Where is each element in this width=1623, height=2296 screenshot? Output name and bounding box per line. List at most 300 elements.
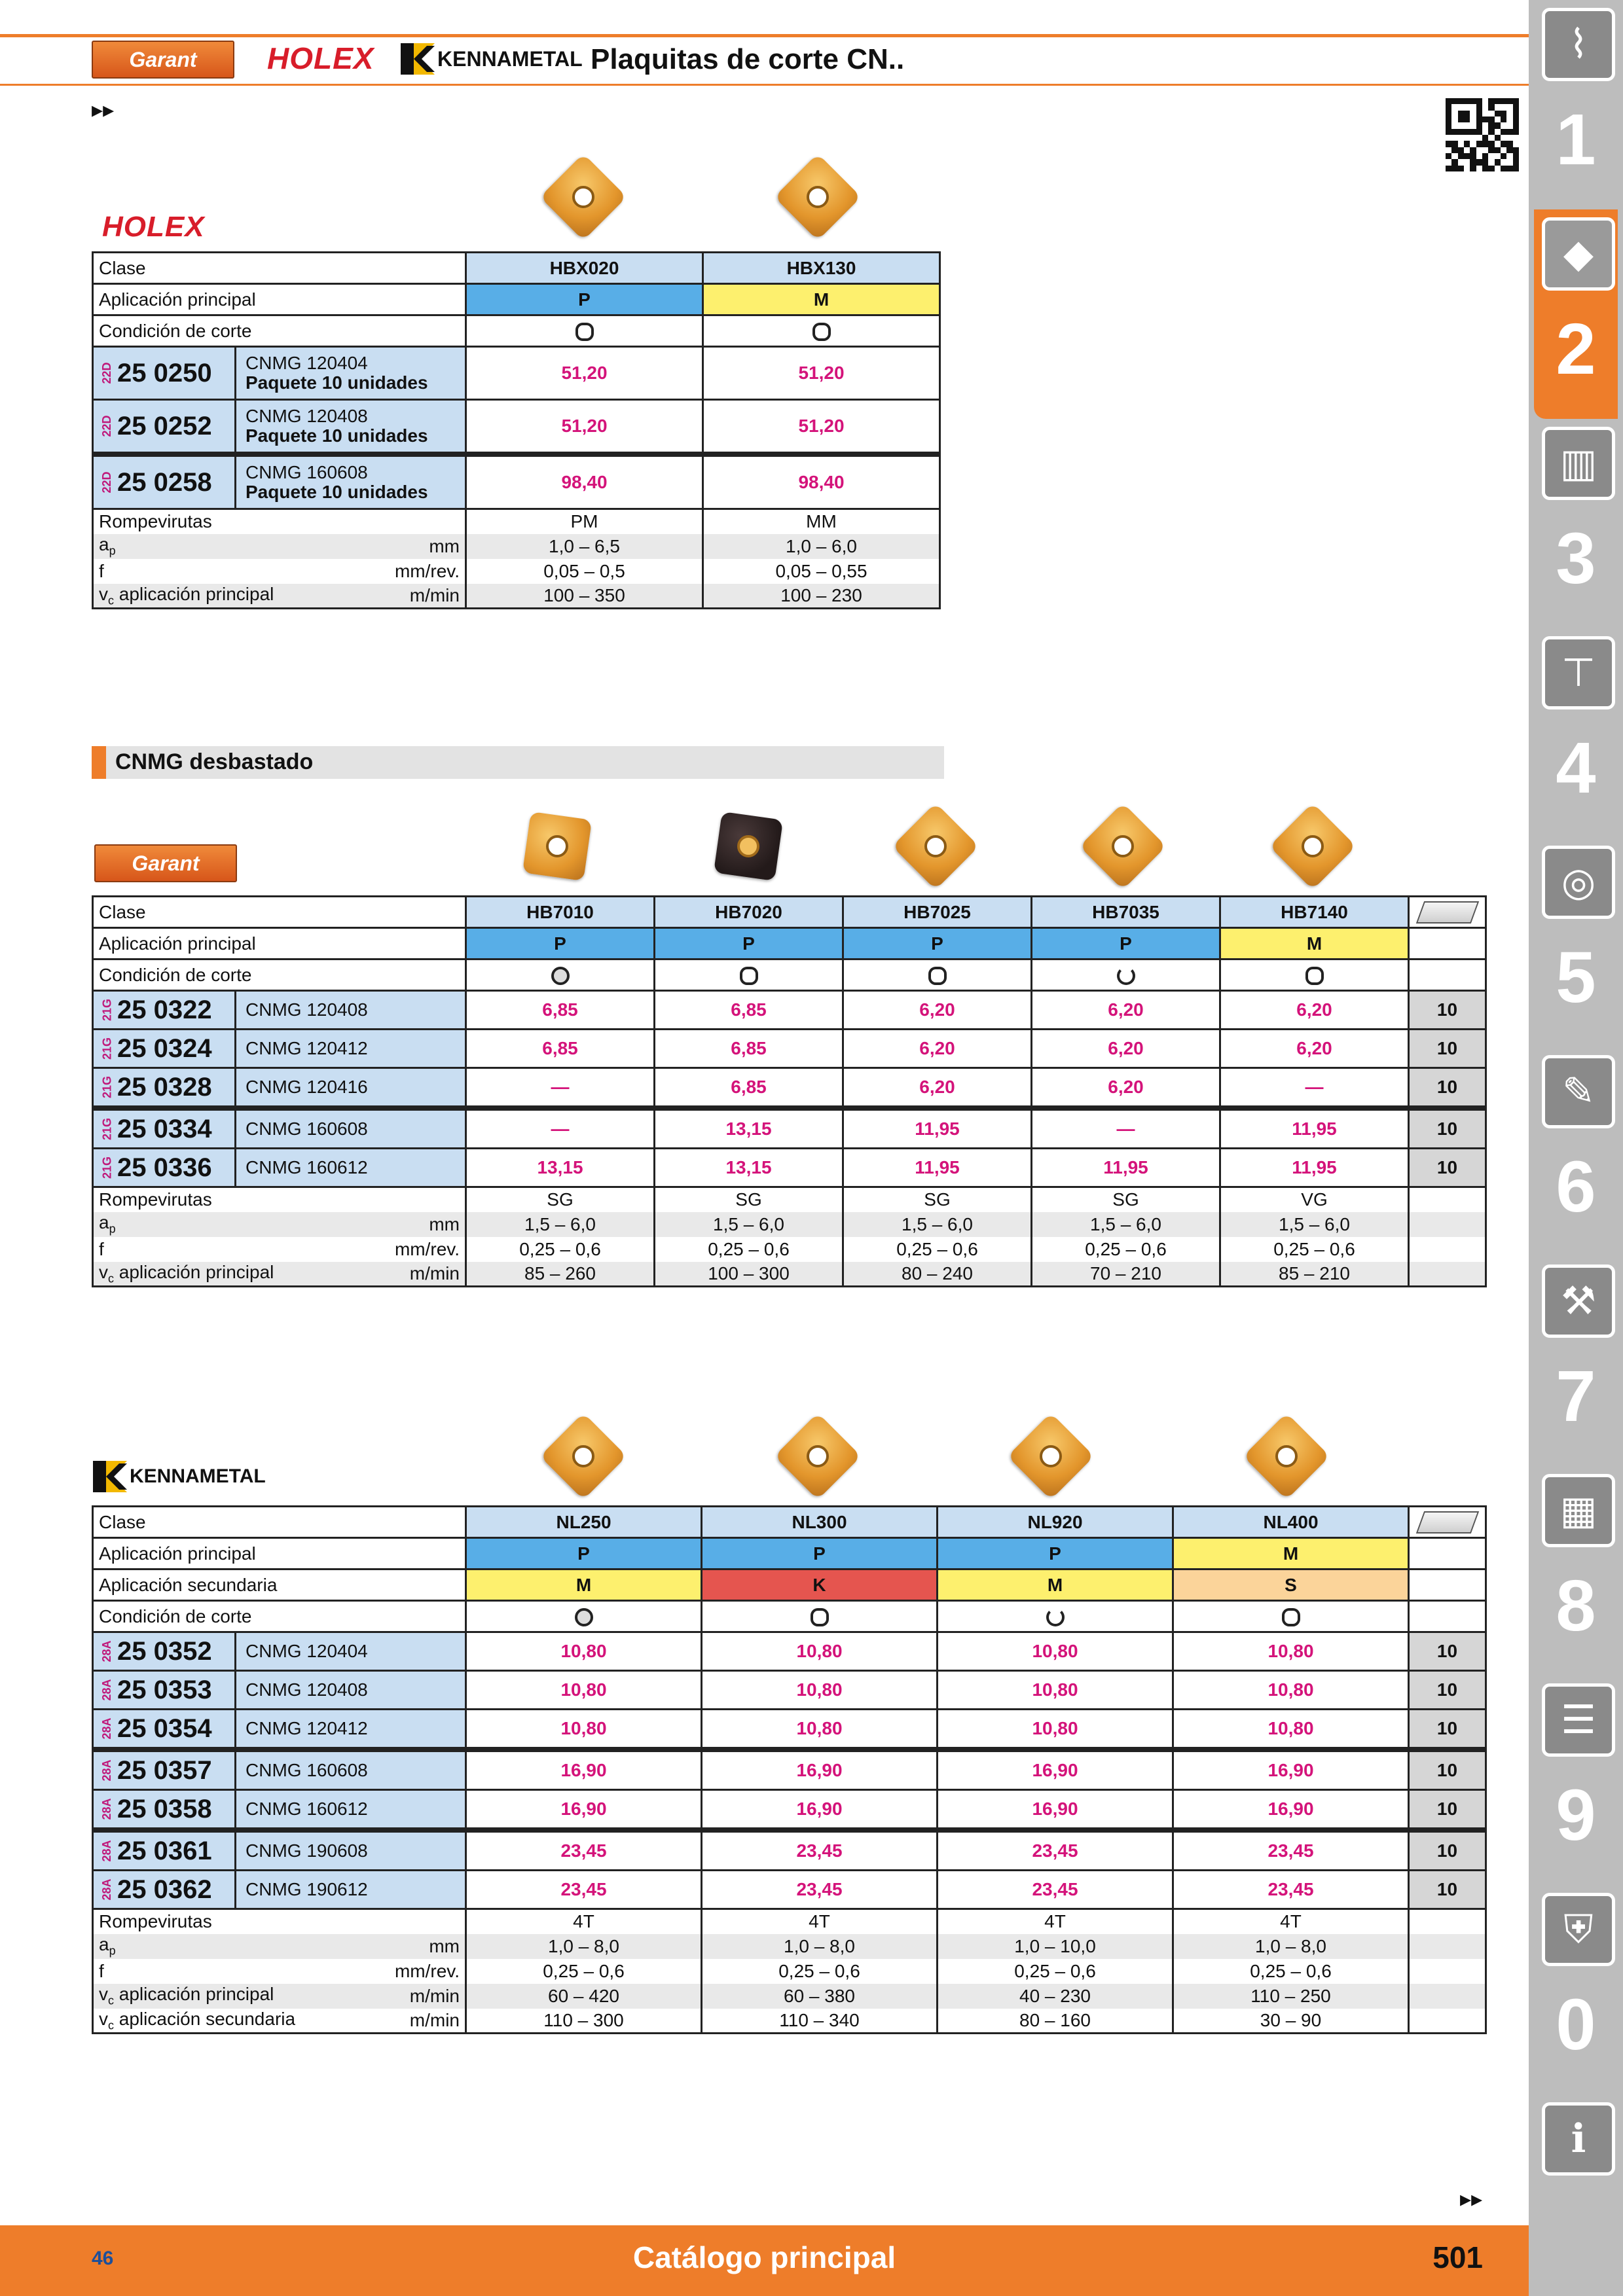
price-cell: 11,95	[843, 1108, 1032, 1149]
section-header	[92, 746, 944, 779]
unit-label: m/min	[409, 2009, 460, 2030]
safety-icon: ⛨	[1542, 1893, 1615, 1966]
sidebar-tab-4[interactable]	[1534, 628, 1618, 838]
info-icon: ℹ	[1542, 2102, 1615, 2176]
insert-image-nl250	[541, 1414, 626, 1499]
cutting-condition-icon	[575, 1608, 593, 1626]
insert-designation: CNMG 120408	[246, 1679, 368, 1700]
quantity-cell: 10	[1409, 1108, 1486, 1149]
spec-value-depth-of-cut: 1,0 – 8,0	[466, 1934, 702, 1959]
garant-table	[92, 895, 1487, 1287]
price-cell: 16,90	[466, 1749, 702, 1790]
sidebar-tab-9[interactable]	[1534, 1676, 1618, 1885]
quantity-cell: 10	[1409, 1871, 1486, 1909]
article-number: 25 0358	[117, 1794, 212, 1823]
sidebar-tab-number: 6	[1556, 1147, 1596, 1227]
kennametal-mark-icon	[401, 43, 435, 75]
spec-label-cutting-speed-secondary: $v_c$ aplicación secundaria m/min	[93, 2009, 466, 2034]
spec-label-feed: f mm/rev.	[93, 1237, 466, 1262]
spec-value-feed: 0,25 – 0,6	[466, 1237, 655, 1262]
sidebar-tab-number: 2	[1556, 309, 1596, 389]
sidebar-tab-number: 9	[1556, 1775, 1596, 1856]
condition-cell	[655, 960, 843, 991]
saw-icon: ◎	[1542, 846, 1615, 919]
grade-header: NL400	[1173, 1507, 1409, 1538]
cutting-condition-icon	[1282, 1608, 1300, 1626]
price-cell: 16,90	[938, 1749, 1173, 1790]
price-cell: 51,20	[703, 347, 940, 400]
group-code: 21G	[100, 1075, 114, 1099]
grade-header: HB7010	[466, 897, 655, 928]
holex-table	[92, 251, 941, 609]
garant-logo: Garant	[92, 41, 234, 79]
sidebar-tab-3[interactable]	[1534, 419, 1618, 628]
spec-value-chipbreaker: SG	[466, 1187, 655, 1212]
article-number: 25 0324	[117, 1033, 212, 1063]
holex-logo-small: HOLEX	[102, 211, 205, 243]
label-clase: Clase	[93, 253, 466, 284]
spec-value-feed: 0,25 – 0,6	[843, 1237, 1032, 1262]
label-aplicacion: Aplicación principal	[93, 928, 466, 960]
price-cell: 16,90	[1173, 1749, 1409, 1790]
article-number: 25 0258	[117, 467, 212, 497]
spec-value-feed: 0,25 – 0,6	[1220, 1237, 1409, 1262]
insert-image-hb7010	[515, 804, 600, 889]
group-code: 22D	[100, 362, 114, 384]
spec-value-chipbreaker: SG	[1032, 1187, 1220, 1212]
unit-label: mm/rev.	[394, 1960, 460, 1981]
garant-logo-small: Garant	[94, 844, 237, 882]
spec-value-depth-of-cut: 1,5 – 6,0	[843, 1212, 1032, 1237]
spec-value-feed: 0,05 – 0,55	[703, 559, 940, 584]
price-cell: 11,95	[1032, 1149, 1220, 1187]
quantity-cell: 10	[1409, 1068, 1486, 1109]
price-cell: 6,85	[655, 1030, 843, 1068]
empty-cell	[1409, 960, 1486, 991]
empty-cell	[1409, 1959, 1486, 1984]
price-cell: 23,45	[1173, 1871, 1409, 1909]
price-cell: 10,80	[1173, 1632, 1409, 1671]
secondary-application-cell: K	[702, 1570, 938, 1601]
grade-header: HB7140	[1220, 897, 1409, 928]
group-code: 28A	[100, 1798, 114, 1820]
unit-label: m/min	[409, 584, 460, 605]
section-accent	[92, 746, 106, 779]
label-condicion: Condición de corte	[93, 1601, 466, 1632]
insert-designation: CNMG 160612	[246, 1799, 368, 1819]
spec-label-chipbreaker: Rompevirutas	[93, 1187, 466, 1212]
cabinet-icon: ☰	[1542, 1683, 1615, 1757]
spec-label-chipbreaker: Rompevirutas	[93, 1909, 466, 1934]
condition-cell	[466, 960, 655, 991]
application-cell: P	[466, 284, 703, 315]
sidebar-tab-5[interactable]	[1534, 838, 1618, 1047]
article-cell	[93, 1749, 466, 1790]
article-cell	[93, 1710, 466, 1750]
price-cell: 23,45	[938, 1830, 1173, 1871]
condition-cell	[1220, 960, 1409, 991]
spec-label-feed: f mm/rev.	[93, 559, 466, 584]
sidebar-tab-number: 8	[1556, 1566, 1596, 1646]
sidebar-tab-2[interactable]	[1534, 209, 1618, 419]
footer	[0, 2225, 1529, 2296]
article-cell	[93, 347, 466, 400]
drill-icon: ⌇	[1542, 8, 1615, 81]
sidebar-tab-0[interactable]	[1534, 1885, 1618, 2094]
grade-header: HB7025	[843, 897, 1032, 928]
insert-designation: CNMG 120412	[246, 1038, 368, 1058]
insert-icon: ◆	[1542, 217, 1615, 291]
qr-code-icon	[1446, 98, 1519, 171]
holex-logo: HOLEX	[267, 41, 374, 75]
cutting-condition-icon	[928, 967, 947, 985]
cutting-condition-icon	[812, 323, 831, 341]
price-cell: 10,80	[1173, 1671, 1409, 1710]
kennametal-mark-icon-small	[93, 1461, 127, 1492]
spec-value-cutting-speed-secondary: 30 – 90	[1173, 2009, 1409, 2034]
grade-header: NL300	[702, 1507, 938, 1538]
label-aplicacion-secundaria: Aplicación secundaria	[93, 1570, 466, 1601]
article-number: 25 0361	[117, 1836, 212, 1865]
empty-cell	[1409, 1237, 1486, 1262]
price-cell: 13,15	[655, 1108, 843, 1149]
quantity-cell: 10	[1409, 1749, 1486, 1790]
spec-label-depth-of-cut: $a_p$ mm	[93, 1934, 466, 1959]
price-cell: 23,45	[702, 1830, 938, 1871]
insert-image-hb7020	[706, 804, 791, 889]
insert-designation: CNMG 160608	[246, 462, 368, 482]
sidebar-tab-number: 3	[1556, 518, 1596, 599]
insert-designation: CNMG 120412	[246, 1718, 368, 1738]
article-cell	[93, 1149, 466, 1187]
empty-cell	[1409, 1984, 1486, 2009]
price-cell: 10,80	[466, 1632, 702, 1671]
empty-cell	[1409, 1538, 1486, 1570]
insert-designation: CNMG 120416	[246, 1077, 368, 1097]
spec-value-chipbreaker: VG	[1220, 1187, 1409, 1212]
label-condicion: Condición de corte	[93, 315, 466, 347]
article-cell	[93, 1830, 466, 1871]
price-cell: 10,80	[702, 1671, 938, 1710]
insert-image-hb7140	[1270, 804, 1355, 889]
application-cell: P	[1032, 928, 1220, 960]
spec-value-cutting-speed-secondary: 80 – 160	[938, 2009, 1173, 2034]
price-cell: 10,80	[938, 1710, 1173, 1750]
article-cell	[93, 991, 466, 1030]
insert-designation: CNMG 160608	[246, 1119, 368, 1139]
grade-header: NL920	[938, 1507, 1173, 1538]
insert-image-hb7025	[893, 804, 978, 889]
price-cell: 51,20	[466, 400, 703, 455]
spec-value-chipbreaker: 4T	[1173, 1909, 1409, 1934]
article-cell	[93, 1671, 466, 1710]
article-cell	[93, 454, 466, 509]
quantity-cell: 10	[1409, 1030, 1486, 1068]
spec-label-cutting-speed: $v_c$ aplicación principal m/min	[93, 1984, 466, 2009]
price-cell: 6,20	[1032, 991, 1220, 1030]
price-cell: 16,90	[1173, 1790, 1409, 1831]
spec-value-depth-of-cut: 1,5 – 6,0	[1032, 1212, 1220, 1237]
spec-label-chipbreaker: Rompevirutas	[93, 509, 466, 534]
insert-designation: CNMG 160608	[246, 1760, 368, 1780]
article-number: 25 0357	[117, 1755, 212, 1785]
price-cell: 13,15	[655, 1149, 843, 1187]
price-cell: 6,20	[843, 1030, 1032, 1068]
application-cell: M	[703, 284, 940, 315]
spec-value-depth-of-cut: 1,5 – 6,0	[466, 1212, 655, 1237]
price-cell: 13,15	[466, 1149, 655, 1187]
spec-label-cutting-speed: $v_c$ aplicación principal m/min	[93, 584, 466, 609]
cutting-condition-icon	[1305, 967, 1324, 985]
package-box-icon	[1415, 1511, 1478, 1534]
unit-label: mm/rev.	[394, 560, 460, 581]
sidebar-tab-i[interactable]	[1534, 2094, 1618, 2257]
article-cell	[93, 400, 466, 455]
unit-label: mm	[429, 1935, 460, 1956]
spec-label-depth-of-cut: $a_p$ mm	[93, 534, 466, 559]
spec-value-depth-of-cut: 1,0 – 6,5	[466, 534, 703, 559]
article-number: 25 0352	[117, 1636, 212, 1666]
grade-header: HBX020	[466, 253, 703, 284]
spec-value-cutting-speed: 60 – 380	[702, 1984, 938, 2009]
section-title: CNMG desbastado	[115, 749, 314, 774]
insert-image-nl400	[1244, 1414, 1329, 1499]
insert-image-nl300	[775, 1414, 860, 1499]
sidebar-tab-6[interactable]	[1534, 1047, 1618, 1257]
cutting-condition-icon	[740, 967, 758, 985]
insert-image-hbx020	[541, 154, 626, 240]
article-number: 25 0362	[117, 1874, 212, 1904]
spec-value-cutting-speed: 70 – 210	[1032, 1262, 1220, 1287]
unit-label: mm	[429, 1213, 460, 1234]
unit-label: mm	[429, 535, 460, 556]
kennametal-logo-small: KENNAMETAL	[93, 1461, 266, 1492]
application-cell: P	[702, 1538, 938, 1570]
label-aplicacion: Aplicación principal	[93, 284, 466, 315]
footer-page-left: 46	[92, 2248, 114, 2269]
price-cell: 98,40	[466, 454, 703, 509]
price-cell: 6,85	[466, 1030, 655, 1068]
cutting-condition-icon	[1117, 967, 1135, 985]
price-cell: 23,45	[466, 1830, 702, 1871]
spec-value-feed: 0,25 – 0,6	[702, 1959, 938, 1984]
condition-cell	[843, 960, 1032, 991]
quantity-cell: 10	[1409, 1149, 1486, 1187]
insert-designation: CNMG 190608	[246, 1840, 368, 1861]
price-cell: 6,85	[466, 991, 655, 1030]
insert-designation: CNMG 120408	[246, 999, 368, 1020]
spec-value-depth-of-cut: 1,0 – 6,0	[703, 534, 940, 559]
empty-cell	[1409, 1909, 1486, 1934]
price-cell: 11,95	[1220, 1149, 1409, 1187]
article-number: 25 0250	[117, 358, 212, 387]
spec-label-depth-of-cut: $a_p$ mm	[93, 1212, 466, 1237]
price-cell: 10,80	[938, 1671, 1173, 1710]
article-number: 25 0322	[117, 995, 212, 1024]
spec-value-cutting-speed: 110 – 250	[1173, 1984, 1409, 2009]
price-cell: 10,80	[702, 1710, 938, 1750]
group-code: 28A	[100, 1840, 114, 1862]
price-cell: 10,80	[1173, 1710, 1409, 1750]
header-rule-2	[0, 84, 1529, 86]
package-icon-cell	[1409, 1507, 1486, 1538]
insert-designation: CNMG 120404	[246, 1641, 368, 1661]
spec-value-chipbreaker: 4T	[702, 1909, 938, 1934]
spec-value-chipbreaker: MM	[703, 509, 940, 534]
spec-value-chipbreaker: 4T	[938, 1909, 1173, 1934]
article-number: 25 0354	[117, 1713, 212, 1743]
quantity-cell: 10	[1409, 1671, 1486, 1710]
quantity-cell: 10	[1409, 1632, 1486, 1671]
condition-cell	[702, 1601, 938, 1632]
insert-designation: CNMG 120404	[246, 353, 368, 373]
spec-value-feed: 0,05 – 0,5	[466, 559, 703, 584]
sidebar-tab-number: 5	[1556, 937, 1596, 1018]
spec-value-chipbreaker: 4T	[466, 1909, 702, 1934]
insert-designation: CNMG 160612	[246, 1157, 368, 1177]
article-cell	[93, 1030, 466, 1068]
secondary-application-cell: M	[466, 1570, 702, 1601]
article-cell	[93, 1108, 466, 1149]
spec-value-chipbreaker: SG	[843, 1187, 1032, 1212]
empty-cell	[1409, 2009, 1486, 2034]
group-code: 21G	[100, 1156, 114, 1179]
price-cell: 10,80	[466, 1671, 702, 1710]
group-code: 21G	[100, 998, 114, 1022]
price-cell: 16,90	[702, 1790, 938, 1831]
spec-value-feed: 0,25 – 0,6	[938, 1959, 1173, 1984]
condition-cell	[938, 1601, 1173, 1632]
article-cell	[93, 1871, 466, 1909]
empty-cell	[1409, 1262, 1486, 1287]
quantity-cell: 10	[1409, 1790, 1486, 1831]
spec-value-cutting-speed: 100 – 230	[703, 584, 940, 609]
spec-value-depth-of-cut: 1,5 – 6,0	[1220, 1212, 1409, 1237]
price-cell: 10,80	[466, 1710, 702, 1750]
price-cell: 23,45	[1173, 1830, 1409, 1871]
spec-value-chipbreaker: PM	[466, 509, 703, 534]
group-code: 28A	[100, 1759, 114, 1782]
price-cell: 6,85	[655, 1068, 843, 1109]
article-number: 25 0252	[117, 411, 212, 440]
price-cell: 16,90	[702, 1749, 938, 1790]
condition-cell	[1173, 1601, 1409, 1632]
cutting-condition-icon	[575, 323, 594, 341]
sidebar-tab-number: 1	[1556, 99, 1596, 180]
empty-cell	[1409, 1934, 1486, 1959]
sidebar-tab-number: 4	[1556, 728, 1596, 808]
spec-value-depth-of-cut: 1,5 – 6,0	[655, 1212, 843, 1237]
wrench-icon: ✎	[1542, 1055, 1615, 1128]
grade-header: HB7020	[655, 897, 843, 928]
group-code: 21G	[100, 1037, 114, 1060]
package-icon-cell	[1409, 897, 1486, 928]
group-code: 28A	[100, 1878, 114, 1901]
footer-title: Catálogo principal	[632, 2240, 896, 2274]
next-page-icon-bottom[interactable]: ▸▸	[1460, 2187, 1483, 2212]
unit-label: mm/rev.	[394, 1238, 460, 1259]
price-cell: 11,95	[843, 1149, 1032, 1187]
cutting-condition-icon	[1046, 1608, 1065, 1626]
spec-value-cutting-speed: 100 – 350	[466, 584, 703, 609]
label-clase: Clase	[93, 897, 466, 928]
empty-cell	[1409, 1570, 1486, 1601]
spec-value-cutting-speed: 85 – 260	[466, 1262, 655, 1287]
price-cell: 10,80	[702, 1632, 938, 1671]
spec-value-feed: 0,25 – 0,6	[1173, 1959, 1409, 1984]
article-number: 25 0336	[117, 1153, 212, 1182]
empty-cell	[1409, 928, 1486, 960]
package-note: Paquete 10 unidades	[246, 425, 428, 446]
article-number: 25 0328	[117, 1072, 212, 1102]
price-cell: 6,20	[1220, 1030, 1409, 1068]
group-code: 28A	[100, 1717, 114, 1740]
condition-cell	[1032, 960, 1220, 991]
price-cell: 6,20	[1220, 991, 1409, 1030]
price-cell: 6,20	[843, 1068, 1032, 1109]
price-cell: —	[466, 1108, 655, 1149]
insert-designation: CNMG 120408	[246, 406, 368, 426]
condition-cell	[466, 1601, 702, 1632]
page-title: Plaquitas de corte CN..	[591, 43, 905, 75]
spec-value-feed: 0,25 – 0,6	[1032, 1237, 1220, 1262]
price-cell: 6,20	[843, 991, 1032, 1030]
spec-value-cutting-speed: 80 – 240	[843, 1262, 1032, 1287]
spec-value-cutting-speed-secondary: 110 – 300	[466, 2009, 702, 2034]
empty-cell	[1409, 1212, 1486, 1237]
group-code: 22D	[100, 471, 114, 493]
kennametal-logo: KENNAMETAL	[401, 43, 583, 75]
application-cell: M	[1220, 928, 1409, 960]
article-cell	[93, 1068, 466, 1109]
sidebar-tab-8[interactable]	[1534, 1466, 1618, 1676]
spec-value-cutting-speed: 100 – 300	[655, 1262, 843, 1287]
insert-image-hb7035	[1080, 804, 1165, 889]
sidebar-tab-number: 7	[1556, 1356, 1596, 1437]
unit-label: m/min	[409, 1263, 460, 1283]
price-cell: 16,90	[466, 1790, 702, 1831]
next-page-icon[interactable]: ▸▸	[92, 98, 115, 122]
pliers-icon: ⚒	[1542, 1265, 1615, 1338]
sidebar-tab-7[interactable]	[1534, 1257, 1618, 1466]
quantity-cell: 10	[1409, 1710, 1486, 1750]
price-cell: 11,95	[1220, 1108, 1409, 1149]
workbench-icon: ▦	[1542, 1474, 1615, 1547]
package-note: Paquete 10 unidades	[246, 482, 428, 502]
application-cell: P	[843, 928, 1032, 960]
kennametal-table	[92, 1505, 1487, 2034]
price-cell: 6,20	[1032, 1030, 1220, 1068]
price-cell: 98,40	[703, 454, 940, 509]
caliper-icon: ⊤	[1542, 636, 1615, 709]
label-clase: Clase	[93, 1507, 466, 1538]
insert-image-hbx130	[775, 154, 860, 240]
sidebar-tab-1[interactable]	[1534, 0, 1618, 209]
insert-image-nl920	[1008, 1414, 1093, 1499]
cutting-condition-icon	[811, 1608, 829, 1626]
application-cell: P	[466, 1538, 702, 1570]
application-cell: P	[466, 928, 655, 960]
price-cell: 16,90	[938, 1790, 1173, 1831]
package-box-icon	[1415, 901, 1478, 924]
label-condicion: Condición de corte	[93, 960, 466, 991]
insert-designation: CNMG 190612	[246, 1879, 368, 1899]
group-code: 22D	[100, 415, 114, 437]
spec-value-cutting-speed: 85 – 210	[1220, 1262, 1409, 1287]
cutting-condition-icon	[551, 967, 570, 985]
condition-cell	[703, 315, 940, 347]
condition-cell	[466, 315, 703, 347]
